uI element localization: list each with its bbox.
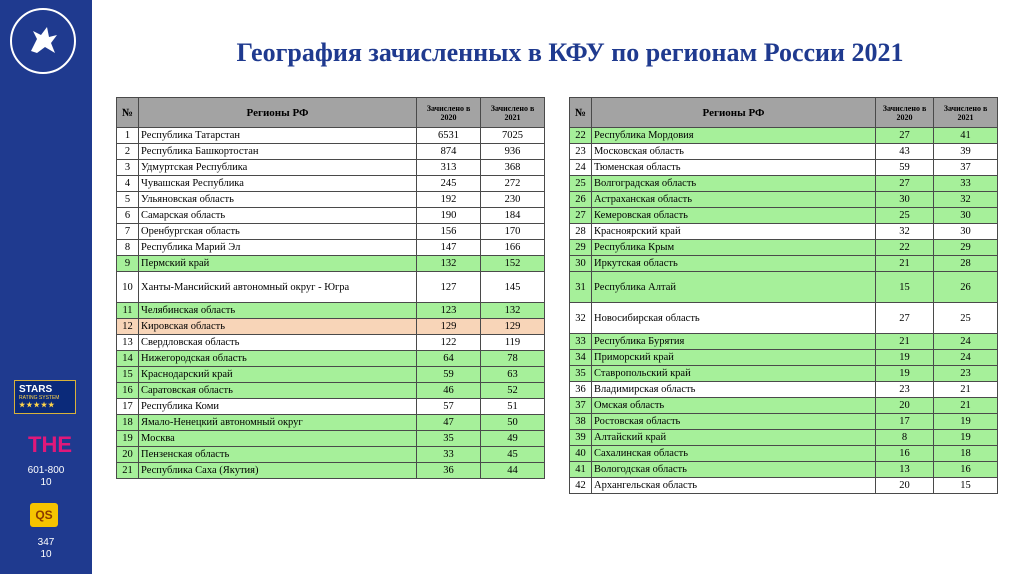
table-row [570, 144, 998, 160]
row-number: 25 [570, 176, 592, 192]
regions-table-left [116, 97, 545, 479]
enrolled-2021: 132 [481, 303, 545, 319]
enrolled-2021: 23 [934, 366, 998, 382]
row-number: 16 [117, 383, 139, 399]
row-number: 20 [117, 447, 139, 463]
enrolled-2021: 44 [481, 463, 545, 479]
enrolled-2020: 19 [876, 350, 934, 366]
table-row [117, 447, 545, 463]
col-header-region: Регионы РФ [592, 98, 876, 128]
table-row [117, 240, 545, 256]
col-header-2020: Зачислено в 2020 [417, 98, 481, 128]
row-number: 11 [117, 303, 139, 319]
enrolled-2021: 170 [481, 224, 545, 240]
enrolled-2020: 17 [876, 414, 934, 430]
enrolled-2020: 23 [876, 382, 934, 398]
enrolled-2021: 32 [934, 192, 998, 208]
enrolled-2020: 59 [417, 367, 481, 383]
stars-rating-icon: ★★★★★ [19, 402, 56, 409]
the-ranking-logo: THE [28, 432, 72, 457]
enrolled-2021: 7025 [481, 128, 545, 144]
table-row [570, 176, 998, 192]
table-row [570, 160, 998, 176]
row-number: 17 [117, 399, 139, 415]
enrolled-2020: 874 [417, 144, 481, 160]
region-name: Республика Татарстан [139, 128, 417, 144]
row-number: 39 [570, 430, 592, 446]
row-number: 29 [570, 240, 592, 256]
enrolled-2020: 156 [417, 224, 481, 240]
enrolled-2020: 57 [417, 399, 481, 415]
enrolled-2021: 230 [481, 192, 545, 208]
row-number: 3 [117, 160, 139, 176]
enrolled-2020: 59 [876, 160, 934, 176]
table-row [570, 350, 998, 366]
enrolled-2020: 20 [876, 478, 934, 494]
table-row [570, 446, 998, 462]
table-row [117, 463, 545, 479]
enrolled-2021: 272 [481, 176, 545, 192]
the-rank-line-1: 601-800 [27, 465, 65, 476]
region-name: Свердловская область [139, 335, 417, 351]
enrolled-2021: 78 [481, 351, 545, 367]
region-name: Чувашская Республика [139, 176, 417, 192]
row-number: 42 [570, 478, 592, 494]
table-row [117, 415, 545, 431]
griffin-icon [23, 21, 63, 61]
region-name: Республика Мордовия [592, 128, 876, 144]
enrolled-2021: 145 [481, 272, 545, 303]
enrolled-2020: 8 [876, 430, 934, 446]
row-number: 24 [570, 160, 592, 176]
region-name: Новосибирская область [592, 303, 876, 334]
region-name: Нижегородская область [139, 351, 417, 367]
row-number: 41 [570, 462, 592, 478]
enrolled-2020: 313 [417, 160, 481, 176]
region-name: Удмуртская Республика [139, 160, 417, 176]
row-number: 22 [570, 128, 592, 144]
table-row [570, 303, 998, 334]
table-row [570, 272, 998, 303]
table-row [570, 240, 998, 256]
row-number: 12 [117, 319, 139, 335]
row-number: 7 [117, 224, 139, 240]
row-number: 26 [570, 192, 592, 208]
col-header-region: Регионы РФ [139, 98, 417, 128]
row-number: 33 [570, 334, 592, 350]
enrolled-2020: 27 [876, 128, 934, 144]
region-name: Кировская область [139, 319, 417, 335]
region-name: Челябинская область [139, 303, 417, 319]
table-row [570, 208, 998, 224]
row-number: 35 [570, 366, 592, 382]
enrolled-2021: 24 [934, 350, 998, 366]
table-row [570, 192, 998, 208]
enrolled-2020: 20 [876, 398, 934, 414]
enrolled-2021: 30 [934, 224, 998, 240]
region-name: Республика Саха (Якутия) [139, 463, 417, 479]
row-number: 30 [570, 256, 592, 272]
row-number: 27 [570, 208, 592, 224]
table-row [570, 478, 998, 494]
enrolled-2020: 43 [876, 144, 934, 160]
enrolled-2020: 122 [417, 335, 481, 351]
enrolled-2021: 129 [481, 319, 545, 335]
row-number: 40 [570, 446, 592, 462]
row-number: 38 [570, 414, 592, 430]
enrolled-2021: 30 [934, 208, 998, 224]
row-number: 9 [117, 256, 139, 272]
row-number: 14 [117, 351, 139, 367]
table-row [117, 367, 545, 383]
region-name: Архангельская область [592, 478, 876, 494]
qs-ranking-logo: QS [30, 503, 58, 527]
enrolled-2020: 15 [876, 272, 934, 303]
enrolled-2020: 30 [876, 192, 934, 208]
table-row [117, 431, 545, 447]
col-header-2021: Зачислено в 2021 [481, 98, 545, 128]
enrolled-2021: 21 [934, 398, 998, 414]
region-name: Ставропольский край [592, 366, 876, 382]
region-name: Волгоградская область [592, 176, 876, 192]
region-name: Краснодарский край [139, 367, 417, 383]
region-name: Кемеровская область [592, 208, 876, 224]
row-number: 18 [117, 415, 139, 431]
row-number: 21 [117, 463, 139, 479]
enrolled-2020: 27 [876, 303, 934, 334]
enrolled-2021: 152 [481, 256, 545, 272]
regions-table-right [569, 97, 998, 494]
region-name: Оренбургская область [139, 224, 417, 240]
row-number: 8 [117, 240, 139, 256]
table-row [570, 462, 998, 478]
table-row [570, 382, 998, 398]
row-number: 5 [117, 192, 139, 208]
qs-rank-line-1: 347 [37, 537, 55, 548]
table-row [117, 176, 545, 192]
region-name: Москва [139, 431, 417, 447]
enrolled-2021: 25 [934, 303, 998, 334]
enrolled-2021: 45 [481, 447, 545, 463]
enrolled-2021: 19 [934, 414, 998, 430]
row-number: 28 [570, 224, 592, 240]
region-name: Республика Алтай [592, 272, 876, 303]
row-number: 36 [570, 382, 592, 398]
enrolled-2021: 19 [934, 430, 998, 446]
region-name: Астраханская область [592, 192, 876, 208]
region-name: Самарская область [139, 208, 417, 224]
row-number: 10 [117, 272, 139, 303]
university-logo[interactable] [10, 8, 76, 74]
col-header-2021: Зачислено в 2021 [934, 98, 998, 128]
col-header-2020: Зачислено в 2020 [876, 98, 934, 128]
table-row [117, 399, 545, 415]
table-row [570, 430, 998, 446]
region-name: Ямало-Ненецкий автономный округ [139, 415, 417, 431]
enrolled-2020: 25 [876, 208, 934, 224]
row-number: 32 [570, 303, 592, 334]
enrolled-2020: 64 [417, 351, 481, 367]
region-name: Вологодская область [592, 462, 876, 478]
row-number: 4 [117, 176, 139, 192]
enrolled-2020: 32 [876, 224, 934, 240]
region-name: Красноярский край [592, 224, 876, 240]
enrolled-2021: 24 [934, 334, 998, 350]
table-row [117, 303, 545, 319]
table-row [117, 383, 545, 399]
enrolled-2020: 22 [876, 240, 934, 256]
enrolled-2021: 51 [481, 399, 545, 415]
table-row [117, 335, 545, 351]
enrolled-2021: 368 [481, 160, 545, 176]
table-row [117, 256, 545, 272]
enrolled-2020: 16 [876, 446, 934, 462]
enrolled-2020: 123 [417, 303, 481, 319]
enrolled-2020: 21 [876, 256, 934, 272]
the-rank-line-2: 10 [40, 477, 52, 488]
row-number: 1 [117, 128, 139, 144]
enrolled-2021: 26 [934, 272, 998, 303]
enrolled-2021: 50 [481, 415, 545, 431]
region-name: Ханты-Мансийский автономный округ - Югра [139, 272, 417, 303]
enrolled-2020: 21 [876, 334, 934, 350]
table-row [117, 192, 545, 208]
enrolled-2020: 132 [417, 256, 481, 272]
enrolled-2020: 245 [417, 176, 481, 192]
enrolled-2021: 29 [934, 240, 998, 256]
qs-rank-line-2: 10 [40, 549, 52, 560]
enrolled-2021: 37 [934, 160, 998, 176]
table-row [117, 144, 545, 160]
enrolled-2021: 15 [934, 478, 998, 494]
table-row [570, 366, 998, 382]
table-row [570, 128, 998, 144]
enrolled-2020: 19 [876, 366, 934, 382]
enrolled-2020: 36 [417, 463, 481, 479]
enrolled-2020: 33 [417, 447, 481, 463]
region-name: Сахалинская область [592, 446, 876, 462]
table-row [570, 256, 998, 272]
region-name: Пермский край [139, 256, 417, 272]
region-name: Тюменская область [592, 160, 876, 176]
table-row [570, 398, 998, 414]
region-name: Владимирская область [592, 382, 876, 398]
table-row [117, 224, 545, 240]
enrolled-2021: 33 [934, 176, 998, 192]
enrolled-2020: 46 [417, 383, 481, 399]
enrolled-2020: 129 [417, 319, 481, 335]
region-name: Пензенская область [139, 447, 417, 463]
table-row [117, 160, 545, 176]
col-header-num: № [117, 98, 139, 128]
enrolled-2021: 52 [481, 383, 545, 399]
region-name: Республика Башкортостан [139, 144, 417, 160]
table-row [117, 319, 545, 335]
enrolled-2021: 119 [481, 335, 545, 351]
enrolled-2021: 39 [934, 144, 998, 160]
table-row [570, 414, 998, 430]
enrolled-2021: 18 [934, 446, 998, 462]
enrolled-2021: 16 [934, 462, 998, 478]
table-row [117, 208, 545, 224]
row-number: 13 [117, 335, 139, 351]
enrolled-2020: 192 [417, 192, 481, 208]
enrolled-2020: 6531 [417, 128, 481, 144]
enrolled-2020: 13 [876, 462, 934, 478]
row-number: 23 [570, 144, 592, 160]
enrolled-2021: 21 [934, 382, 998, 398]
enrolled-2020: 35 [417, 431, 481, 447]
region-name: Республика Бурятия [592, 334, 876, 350]
qs-stars-badge [14, 380, 76, 414]
row-number: 15 [117, 367, 139, 383]
row-number: 34 [570, 350, 592, 366]
page-title: География зачисленных в КФУ по регионам России 2021 [236, 38, 904, 67]
enrolled-2020: 27 [876, 176, 934, 192]
row-number: 37 [570, 398, 592, 414]
region-name: Иркутская область [592, 256, 876, 272]
row-number: 19 [117, 431, 139, 447]
enrolled-2021: 28 [934, 256, 998, 272]
enrolled-2020: 127 [417, 272, 481, 303]
enrolled-2020: 147 [417, 240, 481, 256]
col-header-num: № [570, 98, 592, 128]
region-name: Республика Крым [592, 240, 876, 256]
region-name: Республика Марий Эл [139, 240, 417, 256]
region-name: Ульяновская область [139, 192, 417, 208]
table-row [117, 351, 545, 367]
enrolled-2020: 47 [417, 415, 481, 431]
row-number: 31 [570, 272, 592, 303]
region-name: Алтайский край [592, 430, 876, 446]
enrolled-2021: 184 [481, 208, 545, 224]
table-row [117, 272, 545, 303]
table-row [570, 224, 998, 240]
enrolled-2021: 41 [934, 128, 998, 144]
region-name: Саратовская область [139, 383, 417, 399]
stars-badge-subtext: RATING SYSTEM [19, 395, 60, 401]
region-name: Республика Коми [139, 399, 417, 415]
enrolled-2021: 936 [481, 144, 545, 160]
table-row [117, 128, 545, 144]
table-row [570, 334, 998, 350]
row-number: 6 [117, 208, 139, 224]
enrolled-2021: 63 [481, 367, 545, 383]
region-name: Ростовская область [592, 414, 876, 430]
region-name: Приморский край [592, 350, 876, 366]
enrolled-2021: 166 [481, 240, 545, 256]
row-number: 2 [117, 144, 139, 160]
enrolled-2020: 190 [417, 208, 481, 224]
sidebar [0, 0, 92, 574]
enrolled-2021: 49 [481, 431, 545, 447]
stars-badge-title: STARS [19, 384, 53, 395]
region-name: Омская область [592, 398, 876, 414]
region-name: Московская область [592, 144, 876, 160]
